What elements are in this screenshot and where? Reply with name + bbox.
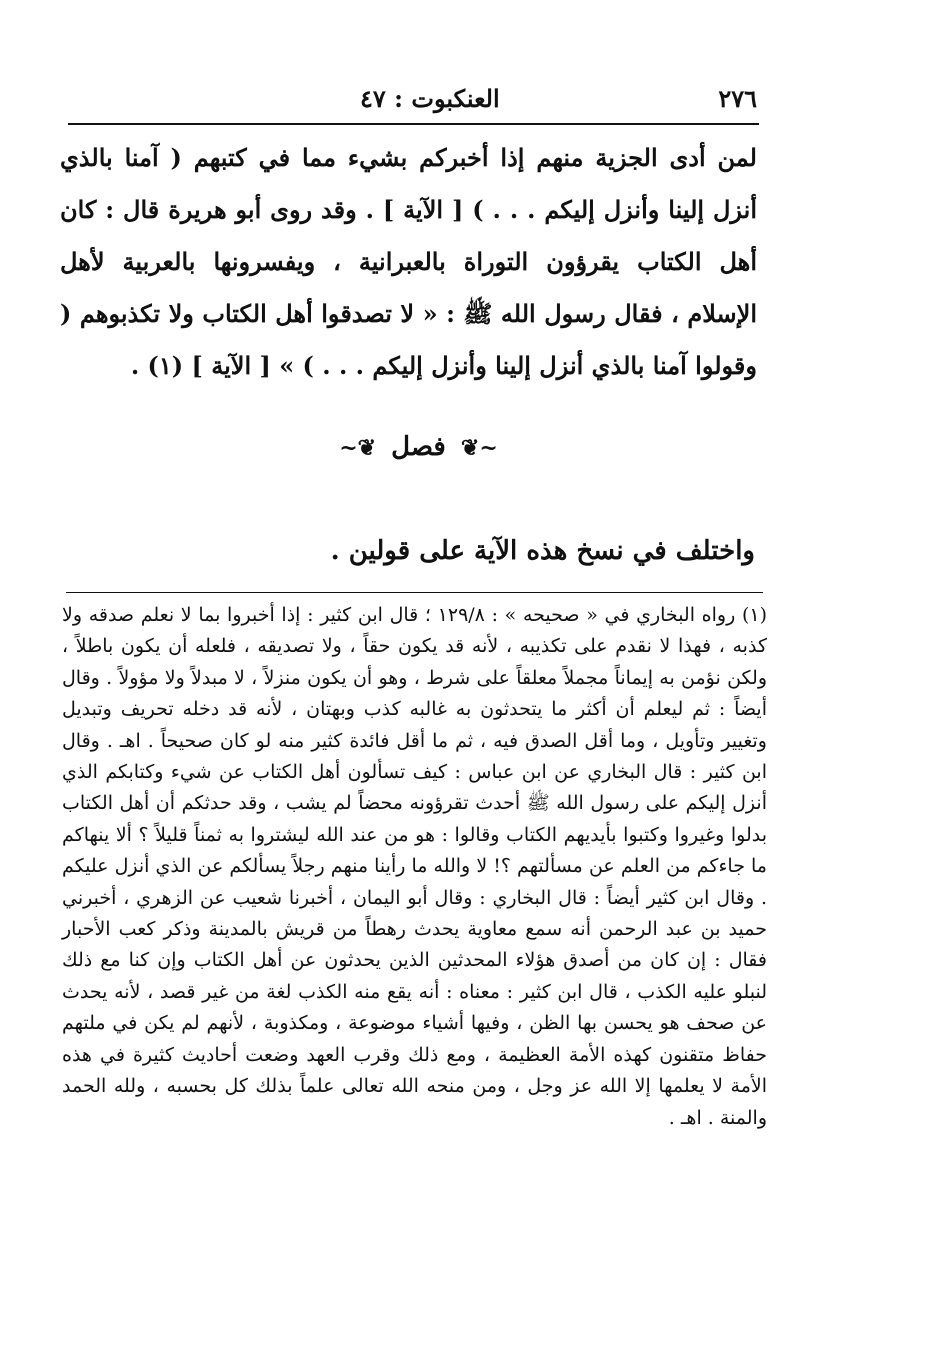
header-divider	[68, 123, 759, 125]
section-heading	[0, 432, 837, 462]
footnote-block	[62, 600, 767, 1134]
footnote-divider	[66, 592, 763, 593]
main-text-block	[60, 132, 757, 392]
section-heading-text: فصل	[391, 432, 446, 462]
main-paragraph: لمن أدى الجزية منهم إذا أخبركم بشيء مما في كتبهم ( آمنا بالذي أنزل إلينا وأنزل إليكم . . . ) [ الآية ] . وقد روى أبو هريرة قال : كان أهل الكتاب يقرؤون التوراة بالعبرانية ، ويفسرونها بالعربية لأهل الإسلام ، فقال رسول الله ﷺ : « لا تصدقوا أهل الكتاب ولا تكذبوهم ( وقولوا آمنا بالذي أنزل إلينا وأنزل إليكم . . . ) » [ الآية ] (١) .	[60, 143, 757, 380]
footnote-text: (١) رواه البخاري في « صحيحه » : ١٢٩/٨ ؛ قال ابن كثير : إذا أخبروا بما لا نعلم صدقه ولا كذبه ، فهذا لا نقدم على تكذيبه ، لأنه قد يكون حقاً ، ولا تصديقه ، فلعله أن يكون باطلاً ، ولكن نؤمن به إيماناً مجملاً معلقاً على شرط ، وهو أن يكون منزلاً ، لا مبدلاً ولا مؤولاً . وقال أيضاً : ثم ليعلم أن أكثر ما يتحدثون به غالبه كذب وبهتان ، لأنه قد دخله تحريف وتبديل وتغيير وتأويل ، وما أقل الصدق فيه ، ثم ما أقل فائدة كثير منه لو كان صحيحاً . اهـ . وقال ابن كثير : قال البخاري عن ابن عباس : كيف تسألون أهل الكتاب عن شيء وكتابكم الذي أنزل إليكم على رسول الله ﷺ أحدث تقرؤونه محضاً لم يشب ، وقد حدثكم أن أهل الكتاب بدلوا وغيروا وكتبوا بأيديهم الكتاب وقالوا : هو من عند الله ليشتروا به ثمناً قليلاً ؟ ألا ينهاكم ما جاءكم من العلم عن مسألتهم ؟! لا والله ما رأينا منهم رجلاً يسألكم عن الذي أنزل عليكم . وقال ابن كثير أيضاً : قال البخاري : وقال أبو اليمان ، أخبرنا شعيب عن الزهري ، أخبرني حميد بن عبد الرحمن أنه سمع معاوية يحدث رهطاً من قريش بالمدينة وذكر كعب الأحبار فقال : إن كان من أصدق هؤلاء المحدثين الذين يحدثون عن أهل الكتاب وإن كنا مع ذلك لنبلو عليه الكذب ، قال ابن كثير : معناه : أنه يقع منه الكذب لغة من غير قصد ، لأنه يحدث عن صحف هو يحسن بها الظن ، وفيها أشياء موضوعة ، ومكذوبة ، لأنهم لم يكن في ملتهم حفاظ متقنون كهذه الأمة العظيمة ، ومع ذلك وقرب العهد وضعت أحاديث كثيرة في هذه الأمة لا يعلمها إلا الله عز وجل ، ومن منحه الله تعالى علماً بذلك كل بحسبه ، ولله الحمد والمنة . اهـ .	[62, 604, 767, 1129]
surah-reference: العنكبوت : ٤٧	[360, 84, 500, 113]
ornament-right-icon: ~❦	[460, 435, 498, 461]
section-opening-line: واختلف في نسخ هذه الآية على قولين .	[330, 536, 755, 566]
ornament-left-icon: ❦~	[339, 435, 377, 461]
page-number: ٢٧٦	[718, 84, 757, 113]
page-header	[70, 78, 757, 118]
